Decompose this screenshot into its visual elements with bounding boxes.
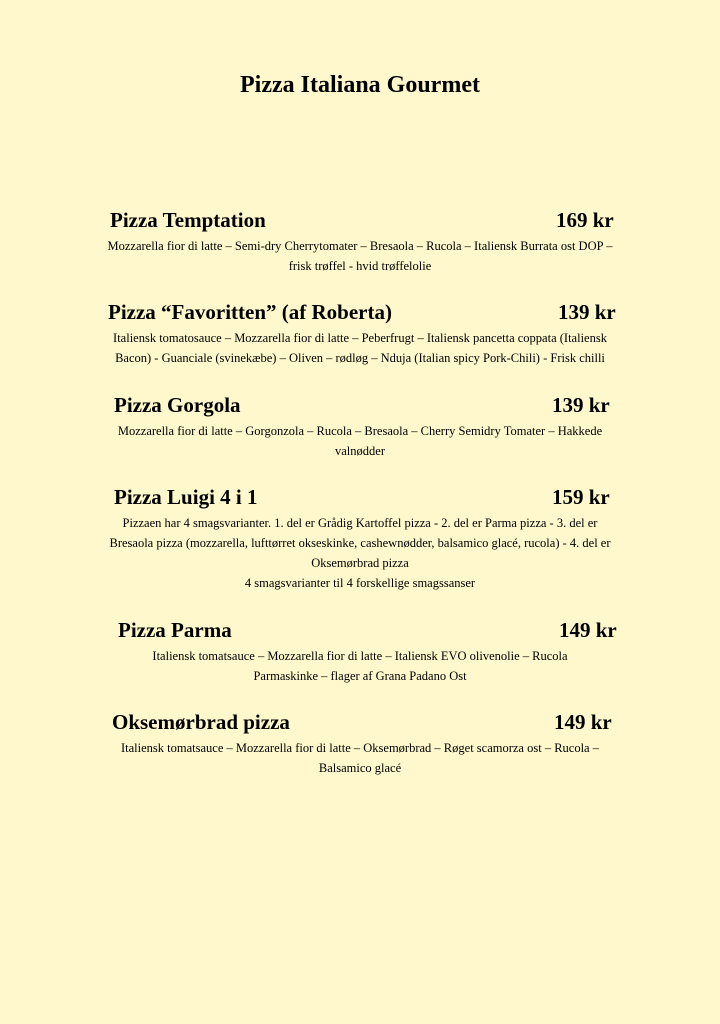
menu-title: Pizza Italiana Gourmet — [240, 72, 480, 98]
item-description-line: 4 smagsvarianter til 4 forskellige smagssanser — [244, 576, 476, 590]
item-name: Pizza Temptation — [110, 208, 266, 232]
item-description — [60, 646, 660, 686]
item-name: Oksemørbrad pizza — [112, 710, 290, 734]
item-description-line: Parmaskinke – flager af Grana Padano Ost — [253, 669, 467, 683]
item-description-line: Bresaola pizza (mozzarella, lufttørret okseskinke, cashewnødder, balsamico glacé, rucola) - 4. del er — [109, 536, 611, 550]
item-name: Pizza Luigi 4 i 1 — [114, 485, 258, 509]
item-description-line: Balsamico glacé — [318, 761, 402, 775]
item-description-line: frisk trøffel - hvid trøffelolie — [288, 259, 432, 273]
item-name: Pizza Parma — [118, 618, 232, 642]
item-description-line: Bacon) - Guanciale (svinekæbe) – Oliven – rødløg – Nduja (Italian spicy Pork-Chili) - Frisk chilli — [115, 351, 605, 365]
item-description-line: Mozzarella fior di latte – Semi-dry Cherrytomater – Bresaola – Rucola – Italiensk Burrata ost DOP – — [107, 239, 613, 253]
item-description — [60, 513, 660, 593]
item-description-line: Mozzarella fior di latte – Gorgonzola – Rucola – Bresaola – Cherry Semidry Tomater – Hakkede — [117, 424, 603, 438]
item-price: 149 kr — [559, 618, 617, 642]
menu-item-luigi — [0, 485, 720, 593]
item-price: 159 kr — [552, 485, 610, 509]
item-description — [60, 236, 660, 276]
menu-item-oksemorbrad — [0, 710, 720, 778]
item-description-line: Oksemørbrad pizza — [311, 556, 409, 570]
item-price: 139 kr — [558, 300, 616, 324]
menu-item-gorgola — [0, 393, 720, 461]
item-description — [60, 421, 660, 461]
menu-item-parma — [0, 618, 720, 686]
item-name: Pizza Gorgola — [114, 393, 241, 417]
item-description — [60, 738, 660, 778]
item-price: 169 kr — [556, 208, 614, 232]
item-name: Pizza “Favoritten” (af Roberta) — [108, 300, 392, 324]
item-description-line: Italiensk tomatsauce – Mozzarella fior di latte – Italiensk EVO olivenolie – Rucola — [152, 649, 568, 663]
item-price: 149 kr — [554, 710, 612, 734]
item-description-line: valnødder — [335, 444, 385, 458]
item-description-line: Italiensk tomatosauce – Mozzarella fior di latte – Peberfrugt – Italiensk pancetta coppata (Italiensk — [113, 331, 607, 345]
item-description-line: Italiensk tomatsauce – Mozzarella fior di latte – Oksemørbrad – Røget scamorza ost – Rucola – — [121, 741, 599, 755]
item-description-line: Pizzaen har 4 smagsvarianter. 1. del er Grådig Kartoffel pizza - 2. del er Parma pizza - 3. del er — [122, 516, 598, 530]
item-description — [60, 328, 660, 368]
item-price: 139 kr — [552, 393, 610, 417]
menu-item-temptation — [0, 208, 720, 276]
menu-item-favoritten — [0, 300, 720, 368]
